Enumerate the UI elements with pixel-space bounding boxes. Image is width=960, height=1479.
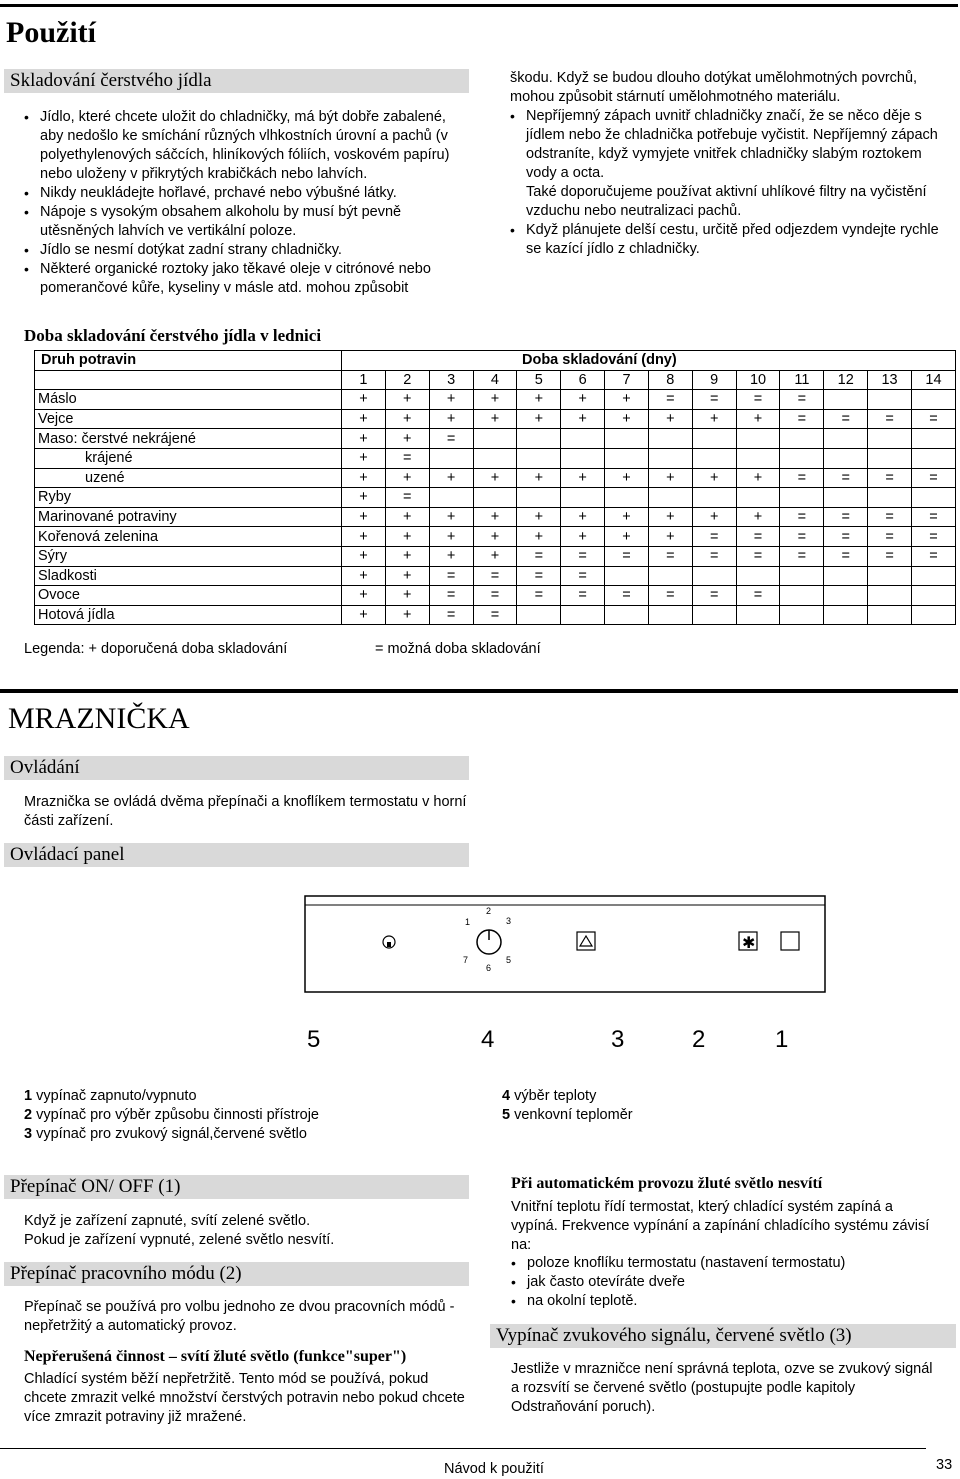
table-cell <box>517 429 561 449</box>
table-cell: + <box>648 409 692 429</box>
power-switch-icon <box>781 932 799 950</box>
day-header: 10 <box>736 370 780 390</box>
alarm-text: Jestliže v mrazničce není správná teplota, ozve se zvukový signál a rozsvítí se červené světlo (postupujte podle kapitoly Odstraňování poruch). <box>511 1361 933 1415</box>
list-item: • Nápoje s vysokým obsahem alkoholu by musí být pevně utěsněných lahvích ve vertikální poloze. <box>24 203 472 241</box>
table-cell: + <box>648 507 692 527</box>
table-cell: + <box>342 546 386 566</box>
table-cell <box>561 448 605 468</box>
freezer-title: MRAZNIČKA <box>8 702 190 735</box>
table-cell: + <box>473 390 517 410</box>
table-cell: + <box>429 507 473 527</box>
table-cell <box>648 605 692 625</box>
day-header: 4 <box>473 370 517 390</box>
table-cell: + <box>517 527 561 547</box>
table-cell: = <box>385 488 429 508</box>
table-cell: + <box>429 527 473 547</box>
dial-number-7: 7 <box>463 955 469 965</box>
page-title: Použití <box>6 16 96 49</box>
page-number: 33 <box>936 1457 953 1473</box>
table-cell: + <box>517 409 561 429</box>
list-item: • Některé organické roztoky jako těkavé oleje v citrónové nebo pomerančové kůře, kyseliny v másle atd. mohou způsobit <box>24 260 472 298</box>
table-title: Doba skladování čerstvého jídla v lednici <box>24 326 322 345</box>
table-cell <box>911 605 955 625</box>
table-cell: + <box>342 527 386 547</box>
onoff-line2: Pokud je zařízení vypnuté, zelené světlo nesvítí. <box>24 1232 335 1248</box>
table-cell: = <box>736 390 780 410</box>
table-row <box>35 546 956 566</box>
table-header-row <box>35 351 956 371</box>
list-item: • Nepříjemný zápach uvnitř chladničky značí, že se něco děje s jídlem nebo že chladnička potřebuje vyčistit. Nepříjemný zápach odstraníte, když vymyjete vnitřek chladničky slabým roztokem vody a octa. Také doporučujeme používat aktivní uhlíkové filtry na vyčistění vzduchu nebo neutralizaci pachů. <box>510 107 950 221</box>
control-text: Mraznička se ovládá dvěma přepínači a knoflíkem termostatu v horní části zařízení. <box>24 794 467 829</box>
table-cell: = <box>780 390 824 410</box>
table-cell <box>561 429 605 449</box>
table-cell: + <box>692 507 736 527</box>
panel-legend-right <box>502 1087 633 1125</box>
table-cell: + <box>385 409 429 429</box>
row-label: Hotová jídla <box>35 605 342 625</box>
list-item: • na okolní teplotě. <box>511 1292 941 1311</box>
mode-subtext: Chladící systém běží nepřetržitě. Tento mód se používá, pokud chcete zmrazit velké množství čerstvých potravin nebo pokud chcete více zmrazit potraviny již mražené. <box>24 1371 465 1425</box>
mode-switch-icon <box>739 932 757 952</box>
table-cell <box>692 448 736 468</box>
table-cell <box>692 488 736 508</box>
table-cell: + <box>385 507 429 527</box>
legend-item-2: 2 vypínač pro výběr způsobu činnosti přístroje <box>24 1107 319 1123</box>
table-cell: = <box>473 566 517 586</box>
legend-possible: = možná doba skladování <box>375 641 541 657</box>
table-row <box>35 586 956 606</box>
table-cell <box>868 605 912 625</box>
table-cell: = <box>911 409 955 429</box>
table-cell <box>473 429 517 449</box>
table-cell <box>780 488 824 508</box>
panel-label-3: 3 <box>611 1026 625 1053</box>
table-cell <box>824 488 868 508</box>
table-cell <box>868 448 912 468</box>
table-cell: = <box>736 546 780 566</box>
table-cell: = <box>780 546 824 566</box>
table-cell <box>824 605 868 625</box>
table-cell <box>824 448 868 468</box>
table-cell: = <box>605 546 649 566</box>
table-cell <box>868 429 912 449</box>
table-cell: = <box>692 527 736 547</box>
table-cell: + <box>561 468 605 488</box>
table-cell <box>605 488 649 508</box>
table-cell: = <box>868 409 912 429</box>
table-cell: = <box>517 566 561 586</box>
table-cell: + <box>429 546 473 566</box>
table-cell <box>911 390 955 410</box>
row-label: Marinované potraviny <box>35 507 342 527</box>
day-header: 2 <box>385 370 429 390</box>
table-cell: = <box>561 586 605 606</box>
table-cell: + <box>429 468 473 488</box>
dial-number-6: 6 <box>486 963 492 973</box>
table-cell <box>780 448 824 468</box>
table-cell <box>648 566 692 586</box>
footer-rule <box>0 1448 926 1449</box>
panel-title: Ovládací panel <box>4 843 469 867</box>
panel-label-4: 4 <box>481 1026 495 1053</box>
table-cell <box>692 605 736 625</box>
table-cell: + <box>605 507 649 527</box>
table-cell: + <box>561 527 605 547</box>
table-cell <box>736 566 780 586</box>
table-cell <box>648 488 692 508</box>
table-cell: + <box>385 566 429 586</box>
row-label: Sýry <box>35 546 342 566</box>
table-cell: = <box>824 507 868 527</box>
table-cell <box>736 448 780 468</box>
onoff-title: Přepínač ON/ OFF (1) <box>4 1175 469 1199</box>
table-cell <box>692 566 736 586</box>
table-cell: + <box>605 527 649 547</box>
table-days-row <box>35 370 956 390</box>
row-label: Ryby <box>35 488 342 508</box>
day-header: 12 <box>824 370 868 390</box>
table-cell: + <box>342 429 386 449</box>
table-cell: + <box>342 566 386 586</box>
table-row <box>35 448 956 468</box>
control-panel-diagram <box>0 870 960 1082</box>
table-cell: + <box>473 468 517 488</box>
table-row <box>35 507 956 527</box>
control-title: Ovládání <box>4 756 469 780</box>
top-rule <box>0 4 958 7</box>
table-cell: + <box>473 527 517 547</box>
table-cell <box>473 488 517 508</box>
table-cell <box>780 429 824 449</box>
table-row <box>35 527 956 547</box>
table-cell: = <box>911 527 955 547</box>
row-label: Ovoce <box>35 586 342 606</box>
table-cell <box>429 488 473 508</box>
day-header: 13 <box>868 370 912 390</box>
table-cell: = <box>517 586 561 606</box>
table-cell <box>780 605 824 625</box>
panel-legend-left <box>24 1087 319 1144</box>
table-cell <box>868 390 912 410</box>
table-cell: = <box>648 586 692 606</box>
table-cell: + <box>342 390 386 410</box>
table-cell: + <box>561 390 605 410</box>
row-label: uzené <box>35 468 342 488</box>
table-cell: + <box>385 605 429 625</box>
table-cell: + <box>342 448 386 468</box>
alarm-switch-icon <box>577 932 595 950</box>
table-cell: = <box>780 468 824 488</box>
column-header-time: Doba skladování (dny) <box>342 351 956 371</box>
table-cell <box>648 429 692 449</box>
auto-title: Při automatickém provozu žluté světlo nesvítí <box>511 1175 823 1192</box>
freezer-rule <box>0 689 958 693</box>
table-cell: = <box>824 527 868 547</box>
table-cell: = <box>429 566 473 586</box>
table-cell: + <box>342 488 386 508</box>
table-cell: = <box>911 507 955 527</box>
table-cell: = <box>517 546 561 566</box>
table-cell: + <box>561 507 605 527</box>
table-cell <box>736 429 780 449</box>
day-header: 6 <box>561 370 605 390</box>
table-row <box>35 566 956 586</box>
auto-text: Vnitřní teplotu řídí termostat, který chladící systém zapíná a vypíná. Frekvence vypínání a zapínání chladícího systému závisí na: <box>511 1199 930 1253</box>
table-cell: = <box>561 546 605 566</box>
day-header: 11 <box>780 370 824 390</box>
row-label: krájené <box>35 448 342 468</box>
list-item: • Jídlo se nesmí dotýkat zadní strany chladničky. <box>24 241 472 260</box>
table-cell <box>517 488 561 508</box>
legend-item-5: 5 venkovní teploměr <box>502 1107 633 1123</box>
table-cell <box>605 605 649 625</box>
list-item: • jak často otevíráte dveře <box>511 1273 941 1292</box>
row-label: Máslo <box>35 390 342 410</box>
legend-item-3: 3 vypínač pro zvukový signál,červené světlo <box>24 1126 307 1142</box>
table-cell <box>517 605 561 625</box>
panel-label-1: 1 <box>775 1026 789 1053</box>
storage-bullets-left <box>24 108 472 298</box>
list-item: • Když plánujete delší cestu, určitě před odjezdem vyndejte rychle se kazící jídlo z chladničky. <box>510 221 950 259</box>
row-label: Kořenová zelenina <box>35 527 342 547</box>
table-cell <box>561 488 605 508</box>
table-cell: + <box>385 586 429 606</box>
mode-subtitle: Nepřerušená činnost – svítí žluté světlo (funkce"super") <box>24 1348 407 1365</box>
table-cell: + <box>517 390 561 410</box>
legend-item-1: 1 vypínač zapnuto/vypnuto <box>24 1088 197 1104</box>
table-cell: + <box>473 546 517 566</box>
table-cell: + <box>342 586 386 606</box>
footer-title: Návod k použití <box>444 1461 544 1477</box>
table-cell: = <box>473 605 517 625</box>
thermometer-icon <box>383 936 395 948</box>
table-cell: = <box>605 586 649 606</box>
table-cell: = <box>473 586 517 606</box>
table-cell <box>736 605 780 625</box>
table-cell: = <box>561 566 605 586</box>
list-item: • Nikdy neukládejte hořlavé, prchavé nebo výbušné látky. <box>24 184 472 203</box>
table-cell: + <box>429 390 473 410</box>
table-cell <box>605 448 649 468</box>
row-label: Vejce <box>35 409 342 429</box>
svg-text:✱: ✱ <box>742 933 756 952</box>
table-cell <box>824 429 868 449</box>
table-cell: + <box>648 527 692 547</box>
table-cell: + <box>517 507 561 527</box>
table-cell: = <box>824 409 868 429</box>
table-cell <box>911 448 955 468</box>
table-cell <box>780 586 824 606</box>
table-cell: = <box>780 527 824 547</box>
dial-number-2: 2 <box>486 906 492 916</box>
table-cell: + <box>342 507 386 527</box>
table-cell: = <box>648 390 692 410</box>
table-cell: + <box>473 507 517 527</box>
table-cell <box>868 488 912 508</box>
table-cell: + <box>736 507 780 527</box>
table-cell: = <box>780 409 824 429</box>
table-cell: + <box>605 390 649 410</box>
storage-table <box>34 350 956 625</box>
table-row <box>35 605 956 625</box>
dial-number-1: 1 <box>465 917 471 927</box>
table-row <box>35 409 956 429</box>
table-cell: + <box>473 409 517 429</box>
table-cell: = <box>692 390 736 410</box>
table-cell <box>911 586 955 606</box>
table-cell <box>692 429 736 449</box>
table-cell <box>824 566 868 586</box>
mode-title: Přepínač pracovního módu (2) <box>4 1262 469 1286</box>
table-cell: + <box>385 390 429 410</box>
table-cell: + <box>342 605 386 625</box>
table-cell <box>868 586 912 606</box>
table-row <box>35 488 956 508</box>
table-cell: + <box>692 409 736 429</box>
legend-item-4: 4 výběr teploty <box>502 1088 597 1104</box>
panel-label-5: 5 <box>307 1026 321 1053</box>
table-cell: + <box>605 409 649 429</box>
table-cell: = <box>868 527 912 547</box>
table-cell: = <box>868 468 912 488</box>
table-cell: + <box>385 429 429 449</box>
table-cell <box>648 448 692 468</box>
table-cell: = <box>868 546 912 566</box>
table-cell: = <box>736 527 780 547</box>
mode-text: Přepínač se používá pro volbu jednoho ze dvou pracovních módů - nepřetržitý a automatický provoz. <box>24 1299 455 1334</box>
dial-number-3: 3 <box>506 916 512 926</box>
table-cell <box>473 448 517 468</box>
table-cell <box>780 566 824 586</box>
day-header: 3 <box>429 370 473 390</box>
onoff-line1: Když je zařízení zapnuté, svítí zelené světlo. <box>24 1213 311 1229</box>
table-cell: + <box>342 409 386 429</box>
day-header: 7 <box>605 370 649 390</box>
auto-bullets <box>511 1254 941 1311</box>
table-cell <box>911 566 955 586</box>
table-row <box>35 429 956 449</box>
table-cell <box>824 390 868 410</box>
table-cell: = <box>692 586 736 606</box>
table-cell <box>429 448 473 468</box>
day-header: 14 <box>911 370 955 390</box>
table-cell <box>35 370 342 390</box>
table-row <box>35 390 956 410</box>
thermostat-dial <box>463 906 511 973</box>
alarm-title: Vypínač zvukového signálu, červené světlo (3) <box>490 1324 956 1348</box>
table-cell: + <box>736 409 780 429</box>
table-cell <box>911 488 955 508</box>
table-cell: = <box>824 468 868 488</box>
table-cell: = <box>911 468 955 488</box>
table-cell <box>561 605 605 625</box>
table-cell: + <box>385 527 429 547</box>
table-cell: = <box>429 586 473 606</box>
table-cell: = <box>692 546 736 566</box>
legend-recommended: Legenda: + doporučená doba skladování <box>24 641 288 657</box>
table-cell <box>605 566 649 586</box>
table-cell: = <box>736 586 780 606</box>
table-cell <box>911 429 955 449</box>
panel-label-2: 2 <box>692 1026 706 1053</box>
table-cell <box>517 448 561 468</box>
column-header-food: Druh potravin <box>35 351 342 371</box>
table-cell: + <box>692 468 736 488</box>
table-cell: + <box>736 468 780 488</box>
table-cell: + <box>605 468 649 488</box>
table-cell <box>736 488 780 508</box>
table-cell: = <box>429 605 473 625</box>
table-cell: + <box>385 468 429 488</box>
table-cell <box>868 566 912 586</box>
table-row <box>35 468 956 488</box>
row-label: Sladkosti <box>35 566 342 586</box>
table-cell: = <box>648 546 692 566</box>
row-label: Maso: čerstvé nekrájené <box>35 429 342 449</box>
table-cell: + <box>561 409 605 429</box>
storage-bullets-right <box>510 107 950 259</box>
table-cell: + <box>517 468 561 488</box>
storage-right-continuation: škodu. Když se budou dlouho dotýkat umělohmotných povrchů, mohou způsobit stárnutí umělohmotného materiálu. <box>510 70 918 105</box>
day-header: 8 <box>648 370 692 390</box>
table-cell <box>605 429 649 449</box>
list-item: • Jídlo, které chcete uložit do chladničky, má být dobře zabalené, aby nedošlo ke smíchání různých vlhkostních úrovní a pachů (v polyethylenových sáčcích, hliníkových fóliích, voskovém papíru) nebo uloženy v přikrytých krabičkách nebo lahvích. <box>24 108 472 184</box>
table-cell: + <box>342 468 386 488</box>
table-cell: + <box>385 546 429 566</box>
dial-number-5: 5 <box>506 955 512 965</box>
day-header: 9 <box>692 370 736 390</box>
table-cell: = <box>429 429 473 449</box>
day-header: 1 <box>342 370 386 390</box>
table-cell: = <box>780 507 824 527</box>
section-storage-title: Skladování čerstvého jídla <box>4 69 469 93</box>
table-cell: = <box>868 507 912 527</box>
table-cell: = <box>824 546 868 566</box>
table-cell: + <box>429 409 473 429</box>
table-cell: = <box>911 546 955 566</box>
table-cell: = <box>385 448 429 468</box>
table-cell <box>824 586 868 606</box>
table-cell: + <box>648 468 692 488</box>
day-header: 5 <box>517 370 561 390</box>
list-item: • poloze knoflíku termostatu (nastavení termostatu) <box>511 1254 941 1273</box>
